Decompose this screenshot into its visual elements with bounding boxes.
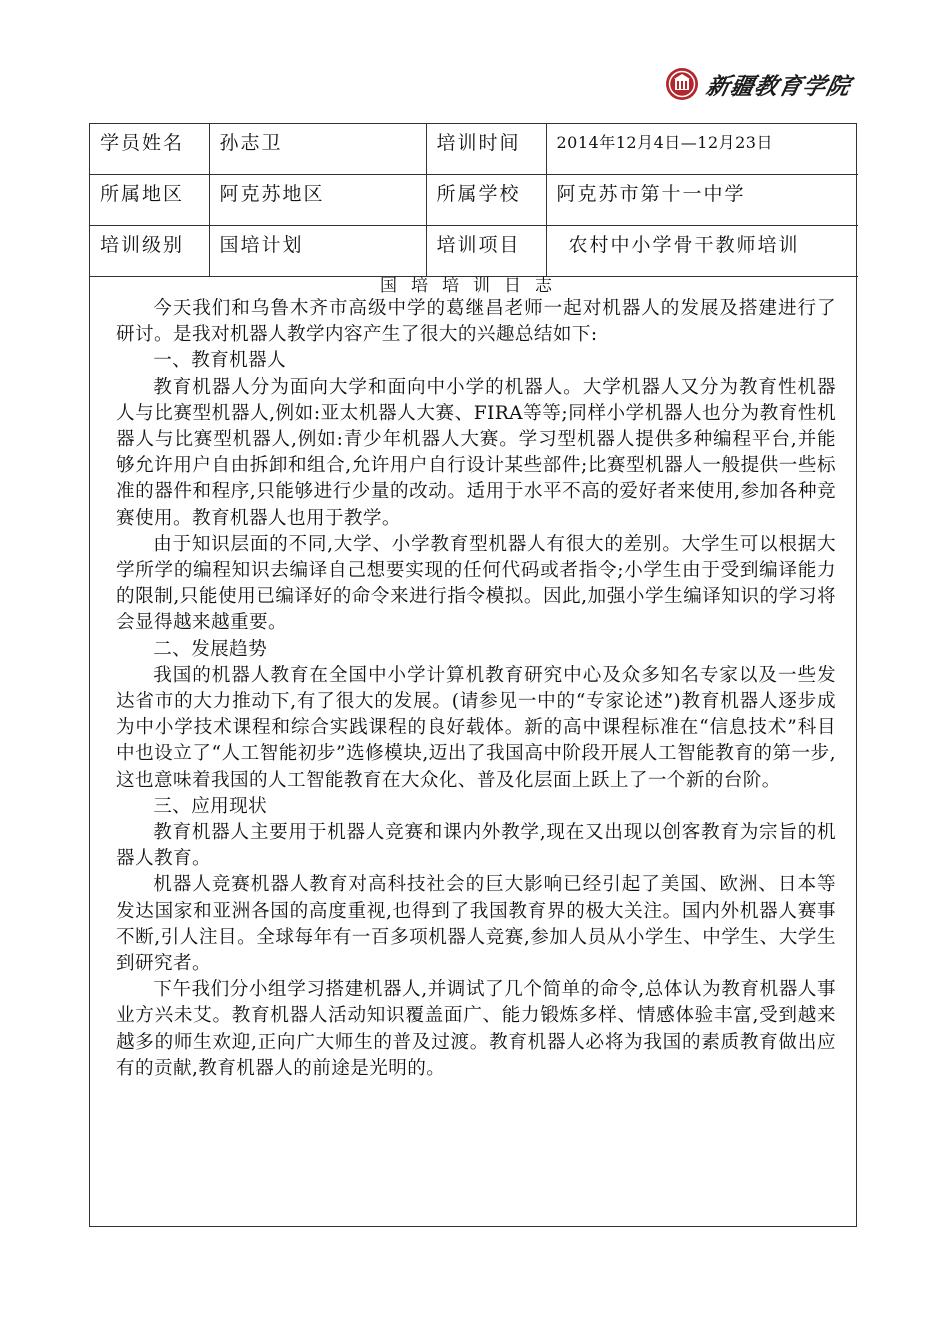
log-body <box>90 296 856 1082</box>
student-name-label: 学员姓名 <box>100 132 185 154</box>
school-label: 所属学校 <box>436 183 521 205</box>
log-paragraph: 我国的机器人教育在全国中小学计算机教育研究中心及众多知名专家以及一些发达省市的大力推动下,有了很大的发展。(请参见一中的“专家论述”)教育机器人逐步成为中小学技术课程和综合实践课程的良好载体。新的高中课程标准在“信息技术”科目中也设立了“人工智能初步”选修模块,迈出了我国高中阶段开展人工智能教育的第一步,这也意味着我国的人工智能教育在大众化、普及化层面上跃上了一个新的台阶。 <box>116 664 836 791</box>
school-logo <box>665 64 854 104</box>
table-cell <box>546 175 858 226</box>
project-label: 培训项目 <box>436 234 521 256</box>
training-time-value: 2014年12月4日—12月23日 <box>556 133 773 152</box>
table-row <box>90 175 858 226</box>
table-row <box>90 226 858 277</box>
project-value: 农村中小学骨干教师培训 <box>568 234 800 256</box>
table-cell <box>426 226 546 277</box>
training-log <box>90 276 856 1082</box>
section-heading: 三、应用现状 <box>153 795 268 817</box>
level-label: 培训级别 <box>100 234 185 256</box>
table-cell <box>546 124 858 175</box>
region-label: 所属地区 <box>100 183 185 205</box>
table-cell <box>90 124 209 175</box>
log-paragraph: 教育机器人主要用于机器人竞赛和课内外教学,现在又出现以创客教育为宗旨的机器人教育。 <box>116 822 836 870</box>
table-cell <box>90 175 209 226</box>
section-heading: 二、发展趋势 <box>153 638 268 660</box>
school-name: 新疆教育学院 <box>703 72 854 100</box>
student-name-value: 孙志卫 <box>219 132 283 154</box>
log-paragraph: 由于知识层面的不同,大学、小学教育型机器人有很大的差别。大学生可以根据大学所学的编程知识去编译自己想要实现的任何代码或者指令;小学生由于受到编译能力的限制,只能使用已编译好的命令来进行指令模拟。因此,加强小学生编译知识的学习将会显得越来越重要。 <box>116 533 836 634</box>
table-row <box>90 124 858 175</box>
training-time-label: 培训时间 <box>436 132 521 154</box>
table-cell <box>426 175 546 226</box>
training-log-form <box>89 123 857 1227</box>
log-paragraph: 教育机器人分为面向大学和面向中小学的机器人。大学机器人又分为教育性机器人与比赛型机器人,例如:亚太机器人大赛、FIRA等等;同样小学机器人也分为教育性机器人与比赛型机器人,例如:青少年机器人大赛。学习型机器人提供多种编程平台,并能够允许用户自由拆卸和组合,允许用户自行设计某些部件;比赛型机器人一般提供一些标准的器件和程序,只能够进行少量的改动。适用于水平不高的爱好者来使用,参加各种竞赛使用。教育机器人也用于教学。 <box>116 376 836 529</box>
school-value: 阿克苏市第十一中学 <box>556 183 746 205</box>
log-paragraph: 今天我们和乌鲁木齐市高级中学的葛继昌老师一起对机器人的发展及搭建进行了研讨。是我对机器人教学内容产生了很大的兴趣总结如下: <box>116 298 836 346</box>
log-title: 国培培训日志 <box>380 276 566 296</box>
school-seal-icon <box>665 67 699 101</box>
table-cell <box>426 124 546 175</box>
level-value: 国培计划 <box>219 234 304 256</box>
table-cell <box>209 175 426 226</box>
table-cell <box>209 124 426 175</box>
table-cell <box>209 226 426 277</box>
table-cell <box>546 226 858 277</box>
table-cell <box>90 226 209 277</box>
region-value: 阿克苏地区 <box>219 183 325 205</box>
info-table <box>90 124 858 277</box>
log-paragraph: 下午我们分小组学习搭建机器人,并调试了几个简单的命令,总体认为教育机器人事业方兴未艾。教育机器人活动知识覆盖面广、能力锻炼多样、情感体验丰富,受到越来越多的师生欢迎,正向广大师生的普及过渡。教育机器人必将为我国的素质教育做出应有的贡献,教育机器人的前途是光明的。 <box>116 979 836 1079</box>
log-paragraph: 机器人竞赛机器人教育对高科技社会的巨大影响已经引起了美国、欧洲、日本等发达国家和亚洲各国的高度重视,也得到了我国教育界的极大关注。国内外机器人赛事不断,引人注目。全球每年有一百多项机器人竞赛,参加人员从小学生、中学生、大学生到研究者。 <box>116 874 836 975</box>
section-heading: 一、教育机器人 <box>153 350 287 372</box>
